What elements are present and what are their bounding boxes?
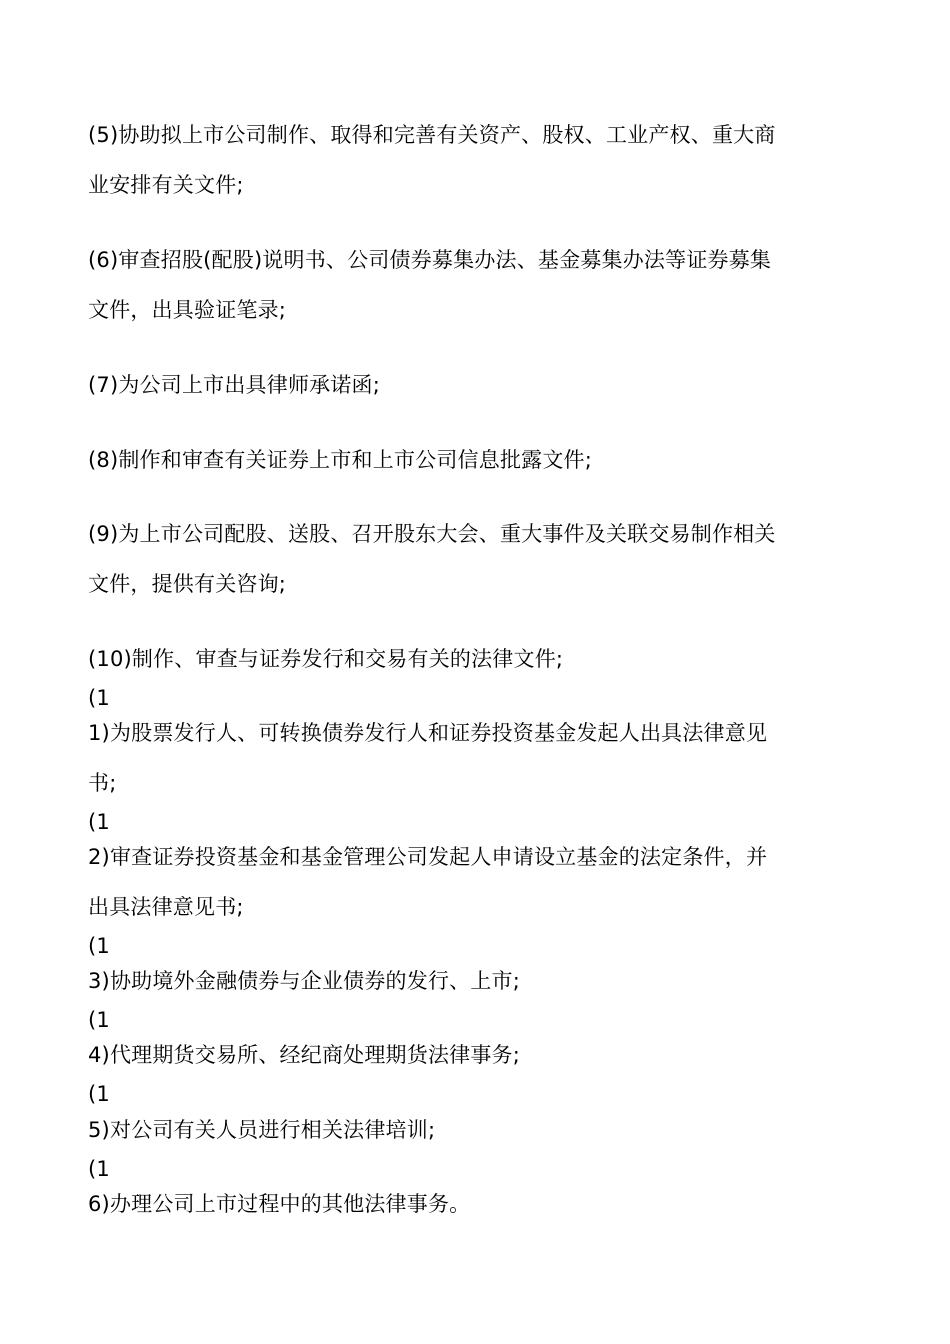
- text-line: 书;: [88, 771, 117, 795]
- text-line: (6)审查招股(配股)说明书、公司债券募集办法、基金募集办法等证券募集: [88, 248, 772, 272]
- text-line: 业安排有关文件;: [88, 173, 244, 197]
- text-line: (8)制作和审查有关证券上市和上市公司信息批露文件;: [88, 448, 593, 472]
- text-line: 文件，提供有关咨询;: [88, 572, 287, 596]
- text-line: (10)制作、审查与证券发行和交易有关的法律文件;: [88, 647, 564, 671]
- text-line: (5)协助拟上市公司制作、取得和完善有关资产、股权、工业产权、重大商: [88, 123, 776, 147]
- text-line: (1: [88, 1082, 110, 1106]
- text-line: 2)审查证券投资基金和基金管理公司发起人申请设立基金的法定条件，并: [88, 845, 768, 869]
- text-line: 3)协助境外金融债券与企业债券的发行、上市;: [88, 969, 521, 993]
- text-line: (1: [88, 810, 110, 834]
- text-line: 6)办理公司上市过程中的其他法律事务。: [88, 1192, 471, 1216]
- text-line: (9)为上市公司配股、送股、召开股东大会、重大事件及关联交易制作相关: [88, 522, 776, 546]
- text-line: (1: [88, 1157, 110, 1181]
- text-line: (1: [88, 934, 110, 958]
- text-line: 出具法律意见书;: [88, 895, 244, 919]
- text-line: 5)对公司有关人员进行相关法律培训;: [88, 1118, 436, 1142]
- text-line: 4)代理期货交易所、经纪商处理期货法律事务;: [88, 1043, 521, 1067]
- text-line: (7)为公司上市出具律师承诺函;: [88, 373, 381, 397]
- text-line: 1)为股票发行人、可转换债券发行人和证券投资基金发起人出具法律意见: [88, 721, 768, 745]
- text-line: (1: [88, 686, 110, 710]
- text-line: (1: [88, 1008, 110, 1032]
- text-line: 文件，出具验证笔录;: [88, 298, 287, 322]
